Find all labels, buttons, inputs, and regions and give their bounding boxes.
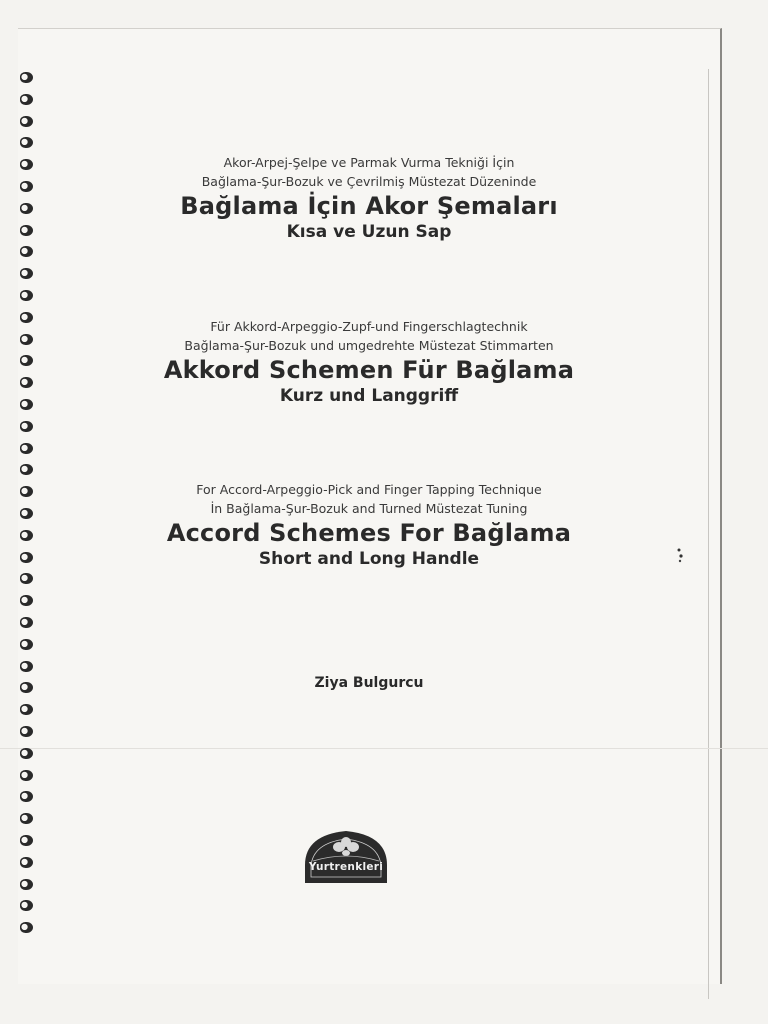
english-intro-line-2: İn Bağlama-Şur-Bozuk and Turned Müstezat Tuning: [210, 501, 528, 516]
scanned-page: [18, 28, 722, 984]
publisher-logo-text: Yurtrenkleri: [308, 861, 384, 873]
binding-coil: [20, 791, 33, 802]
binding-coil: [20, 72, 33, 83]
binding-coil: [20, 835, 33, 846]
german-subtitle: Kurz und Langgriff: [279, 386, 459, 406]
german-intro-line-1: Für Akkord-Arpeggio-Zupf-und Fingerschlagtechnik: [210, 319, 528, 334]
binding-coil: [20, 268, 33, 279]
binding-coil: [20, 290, 33, 301]
binding-coil: [20, 726, 33, 737]
binding-coil: [20, 399, 33, 410]
binding-coil: [20, 159, 33, 170]
english-subtitle: Short and Long Handle: [258, 549, 480, 569]
scan-artifact-line: [0, 748, 768, 749]
binding-coil: [20, 137, 33, 148]
binding-coil: [20, 443, 33, 454]
binding-coil: [20, 464, 33, 475]
turkish-subtitle: Kısa ve Uzun Sap: [286, 222, 452, 242]
english-title: Accord Schemes For Bağlama: [166, 519, 572, 547]
binding-coil: [20, 770, 33, 781]
binding-coil: [20, 813, 33, 824]
binding-coil: [20, 181, 33, 192]
binding-coil: [20, 879, 33, 890]
binding-coil: [20, 900, 33, 911]
binding-coil: [20, 246, 33, 257]
publisher-logo: [301, 825, 391, 885]
english-section: [18, 480, 720, 570]
binding-coil: [20, 421, 33, 432]
binding-coil: [20, 355, 33, 366]
binding-coil: [20, 530, 33, 541]
binding-coil: [20, 682, 33, 693]
binding-coil: [20, 334, 33, 345]
binding-coil: [20, 552, 33, 563]
english-intro-line-1: For Accord-Arpeggio-Pick and Finger Tapping Technique: [196, 482, 542, 497]
spiral-binding: [10, 60, 50, 960]
turkish-intro-line-2: Bağlama-Şur-Bozuk ve Çevrilmiş Müstezat Düzeninde: [201, 174, 537, 189]
turkish-intro-line-1: Akor-Arpej-Şelpe ve Parmak Vurma Tekniği İçin: [223, 155, 515, 170]
binding-coil: [20, 116, 33, 127]
binding-coil: [20, 704, 33, 715]
binding-coil: [20, 225, 33, 236]
german-title: Akkord Schemen Für Bağlama: [163, 356, 575, 384]
german-section: [18, 317, 720, 407]
binding-coil: [20, 748, 33, 759]
binding-coil: [20, 377, 33, 388]
scan-speck-marks: [676, 547, 684, 565]
binding-coil: [20, 94, 33, 105]
publisher-logo-emblem: [301, 825, 391, 885]
binding-coil: [20, 639, 33, 650]
binding-coil: [20, 617, 33, 628]
german-intro-line-2: Bağlama-Şur-Bozuk und umgedrehte Müstezat Stimmarten: [184, 338, 554, 353]
author-block: [18, 673, 720, 693]
binding-coil: [20, 486, 33, 497]
binding-coil: [20, 312, 33, 323]
binding-coil: [20, 857, 33, 868]
binding-coil: [20, 203, 33, 214]
binding-coil: [20, 573, 33, 584]
binding-coil: [20, 508, 33, 519]
binding-coil: [20, 922, 33, 933]
turkish-title: Bağlama İçin Akor Şemaları: [180, 192, 558, 220]
binding-coil: [20, 661, 33, 672]
author-name: Ziya Bulgurcu: [314, 675, 424, 691]
binding-coil: [20, 595, 33, 606]
turkish-section: [18, 153, 720, 243]
